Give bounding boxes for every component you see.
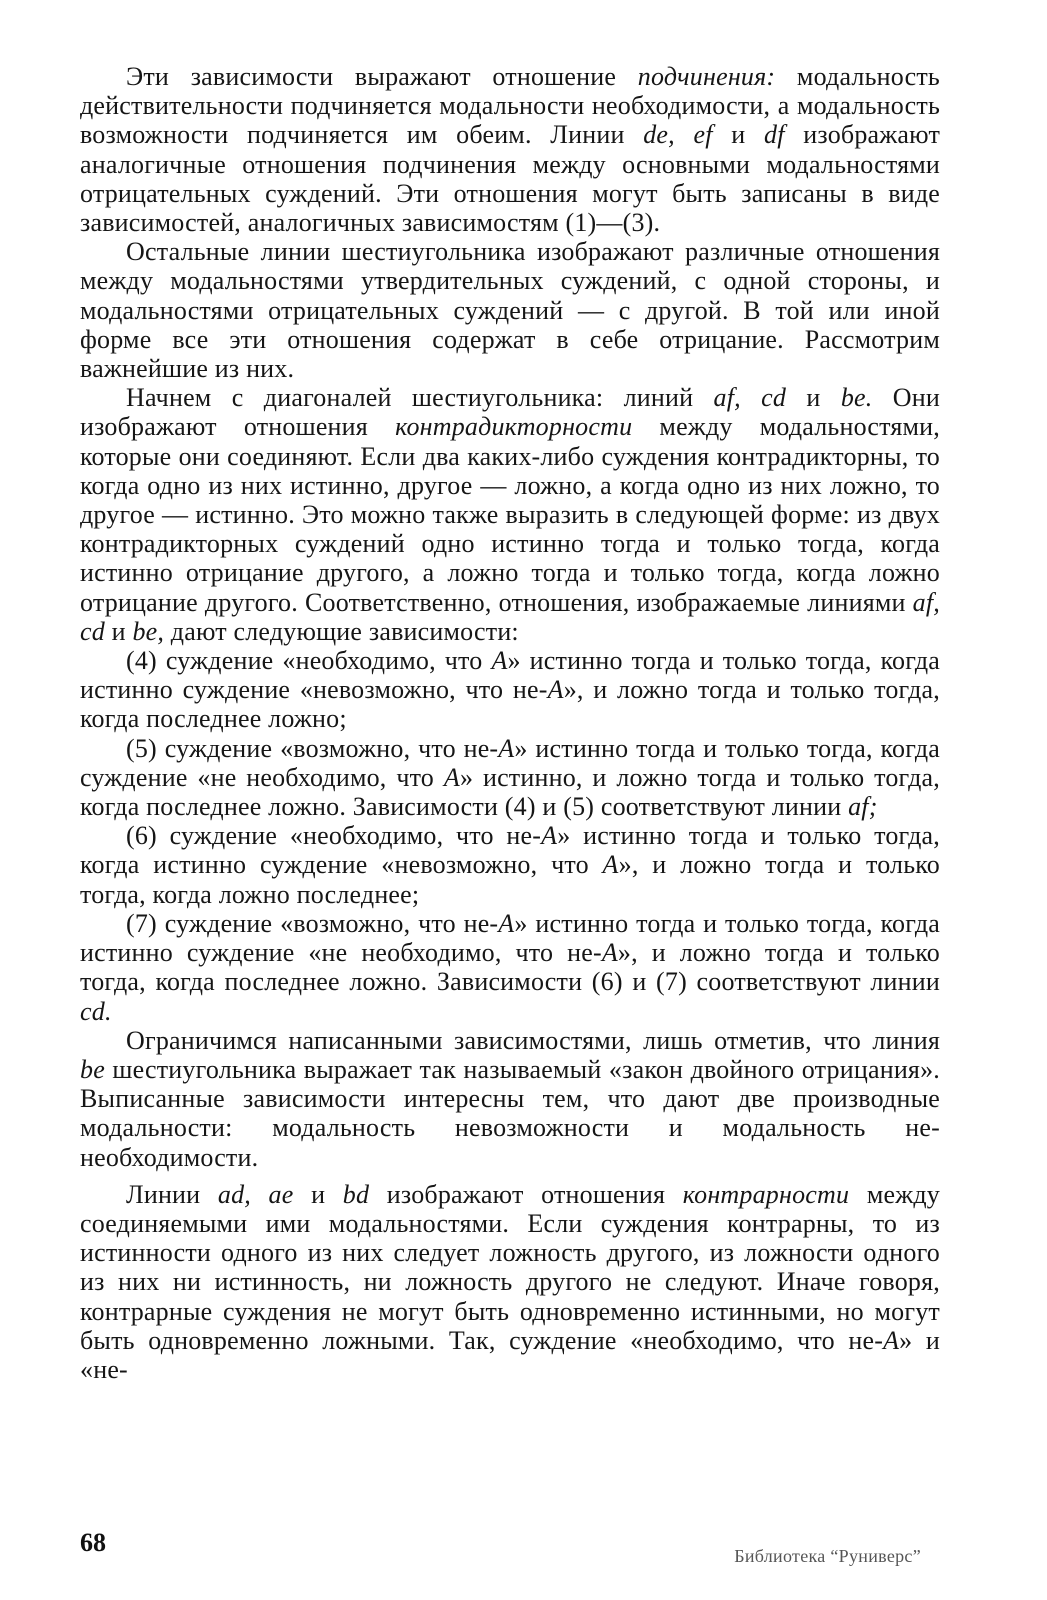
text-run: и (104, 616, 133, 646)
text-run: » истинно тогда и только тогда, когда суждение «не необходимо, что (80, 733, 940, 792)
italic-text: А (601, 938, 618, 968)
italic-text: А (541, 821, 558, 851)
paragraph (80, 646, 940, 734)
paragraph (80, 62, 940, 237)
italic-text: А (498, 733, 515, 763)
paragraph (80, 237, 940, 383)
italic-text: bd (342, 1179, 370, 1209)
paragraph (80, 1180, 940, 1384)
text-run: » истинно тогда и только тогда, когда истинно суждение «не необходимо, что не- (80, 908, 940, 968)
text-run: изображают отношения (369, 1179, 683, 1209)
text-run: и (712, 120, 765, 150)
italic-text: А (498, 908, 515, 938)
italic-text: контрарности (682, 1179, 850, 1209)
text-run: Остальные линии шестиугольника изображают различные отношения между модальностями утвердительных суждений, с одной стороны, и модальностями отрицательных суждений — с другой. В той или иной форме все эти отношения содержат в себе отрицание. Рассмотрим важнейшие из них. (80, 237, 940, 384)
italic-text: cd. (80, 996, 112, 1026)
text-run: модальность действительности подчиняется модальности необходимости, а модальность возможности подчиняется им обеим. Линии (80, 62, 940, 150)
paragraph (80, 734, 940, 822)
italic-text: af, cd (80, 587, 940, 646)
page-number: 68 (80, 1528, 106, 1557)
text-run: », и ложно тогда и только тогда, когда ложно последнее; (80, 850, 940, 909)
italic-text: А (547, 675, 564, 705)
italic-text: А (883, 1325, 900, 1355)
text-run: Начнем с диагоналей шестиугольника: линий (126, 383, 714, 413)
text-run: между соединяемыми ими модальностями. Если суждения контрарны, то из истинности одного из них следует ложность другого, из ложности одного из них ни истинность, ни ложность другого не следуют. Иначе говоря, контрарные суждения не могут быть одновременно истинными, но могут быть одновременно ложными. Так, суждение «необходимо, что не- (80, 1179, 940, 1355)
text-body (80, 62, 940, 1384)
text-run: дают следующие зависимости: (164, 616, 519, 646)
text-run: (5) суждение «возможно, что не- (126, 733, 499, 763)
italic-text: df (764, 120, 785, 150)
paragraph (80, 821, 940, 909)
text-run: » истинно, и ложно тогда и только тогда, когда последнее ложно. Зависимости (4) и (5) соответствуют линии (80, 762, 940, 822)
text-run: » истинно тогда и только тогда, когда истинно суждение «невозможно, что не- (80, 646, 940, 705)
paragraph (80, 383, 940, 646)
italic-text: af; (848, 792, 878, 822)
text-run: шестиугольника выражает так называемый «закон двойного отрицания». Выписанные зависимости интересны тем, что дают две производные модальности: модальность невозможности и модальность не-необходимости. (80, 1054, 940, 1172)
text-run: между модальностями, которые они соединяют. Если два каких-либо суждения контрадикторны, то когда одно из них истинно, другое — ложно, а когда одно из них ложно, то другое — истинно. Это можно также выразить в следующей форме: из двух контрадикторных суждений одно истинно тогда и только тогда, когда истинно отрицание другого, а ложно тогда и только тогда, когда ложно отрицание другого. Соответственно, отношения, изображаемые линиями (80, 412, 940, 617)
text-run: », и ложно тогда и только тогда, когда последнее ложно; (80, 675, 940, 734)
italic-text: подчинения: (637, 62, 776, 91)
text-run: Ограничимся написанными зависимостями, лишь отметив, что линия (126, 1025, 940, 1055)
italic-text: be. (840, 383, 873, 413)
text-run: » истинно тогда и только тогда, когда истинно суждение «невозможно, что (80, 821, 940, 880)
italic-text: А (602, 850, 619, 880)
italic-text: А (491, 646, 508, 676)
text-run: (6) суждение «необходимо, что не- (126, 821, 542, 851)
italic-text: de, ef (643, 120, 713, 150)
italic-text: be (80, 1054, 105, 1084)
text-run: Они изображают отношения (80, 383, 940, 442)
italic-text: А (443, 762, 460, 792)
italic-text: be, (132, 616, 165, 646)
text-run: » и «не- (80, 1325, 941, 1384)
text-run: Линии (126, 1179, 218, 1209)
text-run: (4) суждение «необходимо, что (126, 646, 492, 676)
italic-text: ad, ae (217, 1179, 294, 1209)
text-run: Эти зависимости выражают отношение (126, 62, 638, 91)
paragraph (80, 909, 940, 1026)
text-run: изображают аналогичные отношения подчинения между основными модальностями отрицательных суждений. Эти отношения могут быть записаны в виде зависимостей, аналогичных зависимостям (1)—(3). (80, 120, 941, 238)
italic-text: контрадикторности (395, 412, 633, 442)
paragraph (80, 1026, 940, 1172)
text-run: и (786, 383, 841, 413)
text-run: », и ложно тогда и только тогда, когда последнее ложно. Зависимости (6) и (7) соответствуют линии (80, 938, 940, 997)
text-run: и (293, 1179, 343, 1209)
library-credit: Библиотека “Руниверс” (734, 1546, 921, 1566)
italic-text: af, cd (713, 383, 787, 413)
text-run: (7) суждение «возможно, что не- (126, 908, 499, 938)
